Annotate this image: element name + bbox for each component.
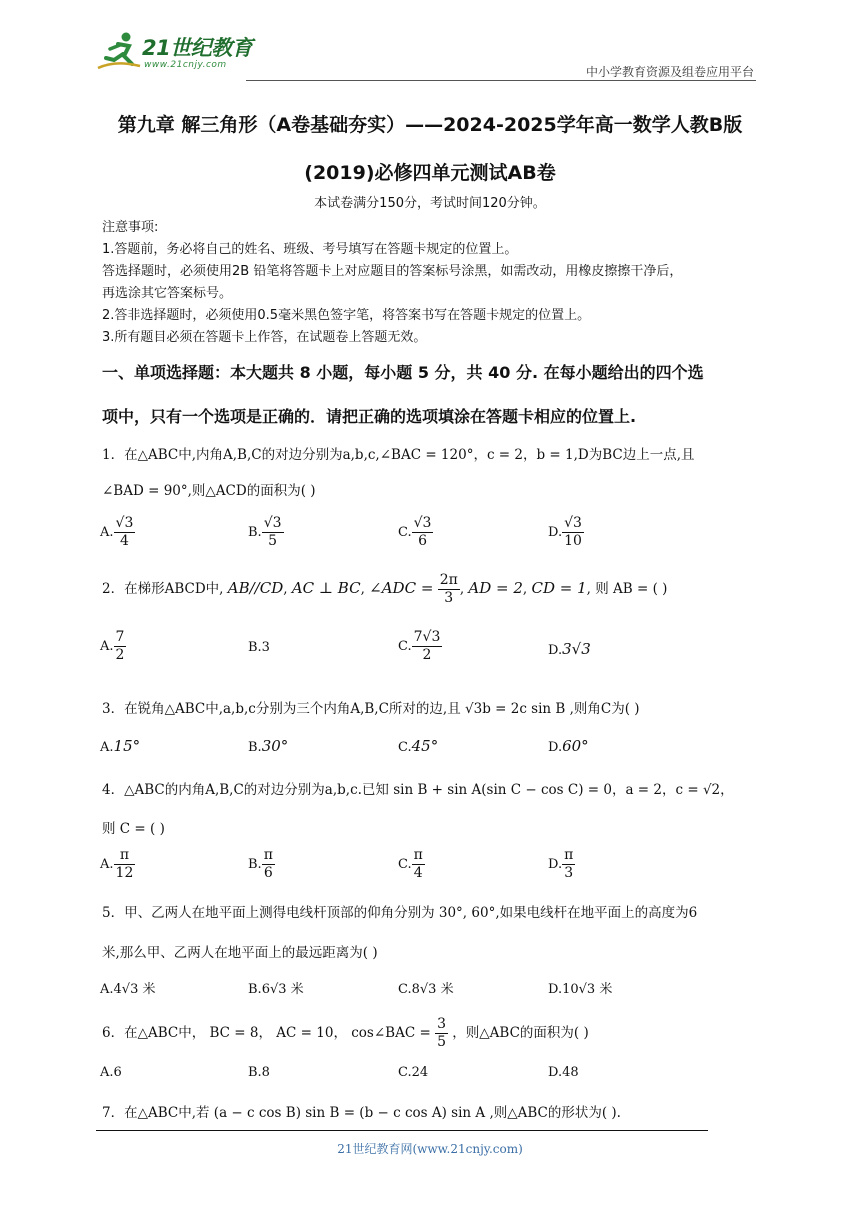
- q1-option-b: B. $\frac{√3}{5}$: [248, 515, 282, 549]
- logo: [96, 30, 266, 76]
- question-7: 7．在△ABC中,若 (a − c cos B) sin B = (b − c cos A) sin A ,则△ABC的形状为( ).: [102, 1105, 621, 1121]
- logo-text: 21世纪教育: [142, 36, 253, 60]
- q1-option-c: C. $\frac{√3}{6}$: [398, 515, 432, 549]
- question-4-line2: 则 C = ( ): [102, 821, 165, 837]
- q3-option-b: B.30°: [248, 737, 289, 755]
- page-title-line2: (2019)必修四单元测试AB卷: [304, 162, 556, 184]
- q4-option-a: A. $\frac{\pi}{12}$: [100, 847, 134, 881]
- exam-info: 本试卷满分150分，考试时间120分钟。: [314, 196, 546, 211]
- question-4-line1: 4．△ABC的内角A,B,C的对边分别为a,b,c.已知 sin B + sin A(sin C − cos C) = 0，a = 2，c = √2，: [102, 782, 734, 798]
- q2-option-d: D.3√3: [548, 640, 591, 658]
- q2-option-b: B.3: [248, 640, 270, 655]
- notes-heading: 注意事项:: [102, 220, 159, 235]
- q6-option-c: C.24: [398, 1065, 429, 1080]
- runner-logo-icon: [96, 30, 142, 72]
- note-3: 2.答非选择题时，必须使用0.5毫米黑色签字笔，将答案书写在答题卡规定的位置上。: [102, 308, 591, 323]
- page-header: [96, 30, 756, 80]
- logo-url: www.21cnjy.com: [144, 60, 227, 70]
- section-heading-line2: 项中，只有一个选项是正确的．请把正确的选项填涂在答题卡相应的位置上.: [102, 407, 637, 426]
- q4-option-d: D. $\frac{\pi}{3}$: [548, 847, 574, 881]
- footer-text: 21世纪教育网(www.21cnjy.com): [337, 1142, 523, 1156]
- header-divider: [246, 80, 756, 81]
- footer-divider: [96, 1130, 708, 1131]
- section-heading-line1: 一、单项选择题：本大题共 8 小题，每小题 5 分，共 40 分. 在每小题给出的四个选: [102, 363, 704, 382]
- question-1-line2: ∠BAD = 90°,则△ACD的面积为( ): [102, 483, 316, 499]
- page-title-line1: 第九章 解三角形（A卷基础夯实）——2024-2025学年高一数学人教B版: [117, 114, 743, 136]
- question-5-line2: 米,那么甲、乙两人在地平面上的最远距离为( ): [102, 945, 378, 961]
- q6-option-b: B.8: [248, 1065, 270, 1080]
- question-6: 6．在△ABC中， BC = 8， AC = 10， cos∠BAC = $\frac{3}{5}$ ，则△ABC的面积为( ): [102, 1016, 589, 1050]
- question-1-line1: 1．在△ABC中,内角A,B,C的对边分别为a,b,c,∠BAC = 120°，c = 2，b = 1,D为BC边上一点,且: [102, 447, 695, 463]
- q6-option-d: D.48: [548, 1065, 579, 1080]
- q5-option-c: C.8√3 米: [398, 982, 454, 997]
- q1-option-d: D. $\frac{√3}{10}$: [548, 515, 582, 549]
- q3-option-c: C.45°: [398, 737, 439, 755]
- q5-option-b: B.6√3 米: [248, 982, 304, 997]
- question-3: 3．在锐角△ABC中,a,b,c分别为三个内角A,B,C所对的边,且 √3b = 2c sin B ,则角C为( ): [102, 701, 640, 717]
- q2-option-c: C. $\frac{7√3}{2}$: [398, 629, 441, 663]
- q4-option-c: C. $\frac{\pi}{4}$: [398, 847, 423, 881]
- q1-option-a: A. $\frac{√3}{4}$: [100, 515, 134, 549]
- q3-option-a: A.15°: [100, 737, 141, 755]
- q6-option-a: A.6: [100, 1065, 122, 1080]
- question-2: 2．在梯形ABCD中, AB//CD, AC ⊥ BC, ∠ADC = $\frac{2\pi}{3}$ , AD = 2, CD = 1, 则 AB = ( ): [102, 572, 668, 606]
- note-1: 1.答题前，务必将自己的姓名、班级、考号填写在答题卡规定的位置上。: [102, 242, 518, 257]
- note-2b: 再选涂其它答案标号。: [102, 286, 233, 301]
- q3-option-d: D.60°: [548, 737, 589, 755]
- q5-option-d: D.10√3 米: [548, 982, 613, 997]
- question-5-line1: 5．甲、乙两人在地平面上测得电线杆顶部的仰角分别为 30°, 60°,如果电线杆在地平面上的高度为6: [102, 905, 698, 921]
- q4-option-b: B. $\frac{\pi}{6}$: [248, 847, 273, 881]
- header-platform-text: 中小学教育资源及组卷应用平台: [585, 65, 754, 79]
- note-4: 3.所有题目必须在答题卡上作答，在试题卷上答题无效。: [102, 330, 427, 345]
- q2-option-a: A. $\frac{7}{2}$: [100, 629, 125, 663]
- q5-option-a: A.4√3 米: [100, 982, 156, 997]
- note-2a: 答选择题时，必须使用2B 铅笔将答题卡上对应题目的答案标号涂黑，如需改动，用橡皮擦擦干净后，: [102, 264, 683, 279]
